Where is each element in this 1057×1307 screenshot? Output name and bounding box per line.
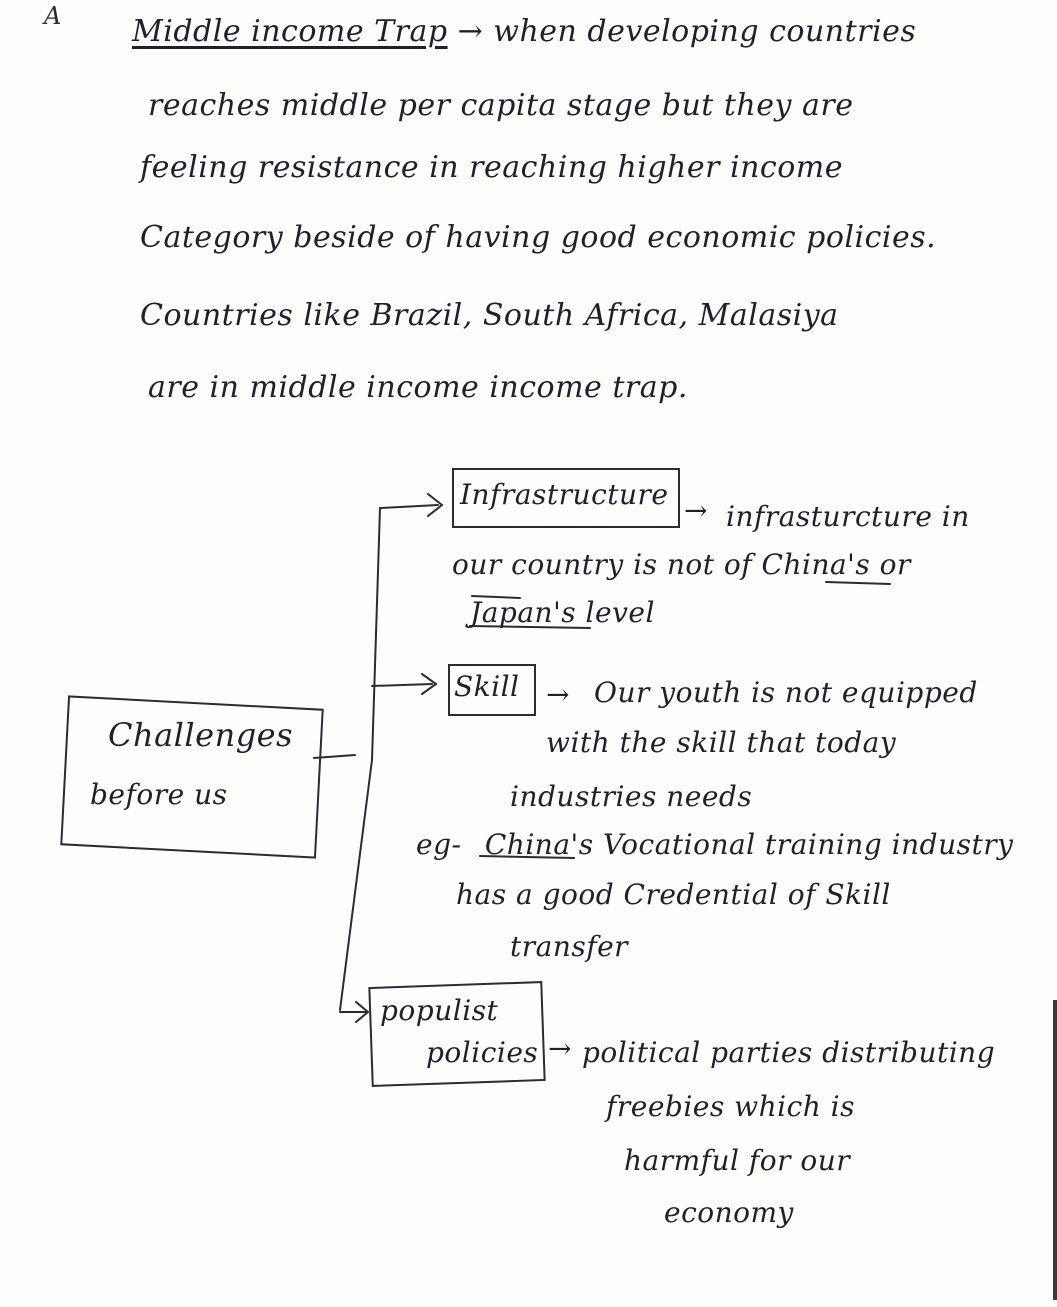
intro-arrow: → <box>457 14 484 49</box>
intro-line-6: are in middle income income trap. <box>148 370 688 405</box>
skill-arrow: → <box>546 678 570 711</box>
intro-line-3: feeling resistance in reaching higher income <box>140 150 843 185</box>
skill-text-2: with the skill that today <box>546 726 897 759</box>
skill-label: Skill <box>454 670 520 703</box>
infrastructure-label: Infrastructure <box>460 478 669 511</box>
populist-text-1: political parties distributing <box>582 1036 996 1069</box>
intro-line-1 <box>132 14 916 49</box>
intro-term: Middle income Trap <box>132 14 448 49</box>
intro-line-5: Countries like Brazil, South Africa, Malasiya <box>140 298 839 333</box>
infrastructure-text-1: infrasturcture in <box>726 500 970 533</box>
skill-text-1: Our youth is not equipped <box>594 676 978 709</box>
populist-text-3: harmful for our <box>624 1144 851 1177</box>
infrastructure-china: China's <box>761 548 871 581</box>
intro-text-1: when developing countries <box>493 14 917 49</box>
skill-text-6: transfer <box>510 930 629 963</box>
central-subtitle: before us <box>90 778 228 811</box>
skill-example <box>416 828 1013 861</box>
intro-line-2: reaches middle per capita stage but they are <box>148 88 854 123</box>
infrastructure-text-2a: our country is not of <box>452 548 753 581</box>
skill-text-5: has a good Credential of Skill <box>456 878 891 911</box>
skill-text-4: Vocational training industry <box>603 828 1014 861</box>
populist-label-2: policies <box>426 1036 539 1069</box>
skill-eg: eg- <box>416 828 462 861</box>
skill-china: China's <box>484 828 594 861</box>
populist-text-2: freebies which is <box>606 1090 856 1123</box>
populist-label-1: populist <box>380 994 499 1027</box>
answer-mark: A <box>44 2 62 30</box>
infrastructure-japan: Japan's <box>470 596 577 629</box>
populist-arrow: → <box>548 1032 572 1065</box>
populist-text-4: economy <box>664 1196 794 1229</box>
central-title: Challenges <box>108 716 294 754</box>
infrastructure-arrow: → <box>684 494 708 527</box>
skill-text-3: industries needs <box>510 780 753 813</box>
page-edge-shadow <box>1053 1000 1057 1300</box>
infrastructure-text-2 <box>452 548 911 581</box>
intro-line-4: Category beside of having good economic policies. <box>140 220 937 255</box>
infrastructure-text-3 <box>470 596 655 629</box>
infrastructure-or: or <box>879 548 911 581</box>
infrastructure-level: level <box>585 596 655 629</box>
